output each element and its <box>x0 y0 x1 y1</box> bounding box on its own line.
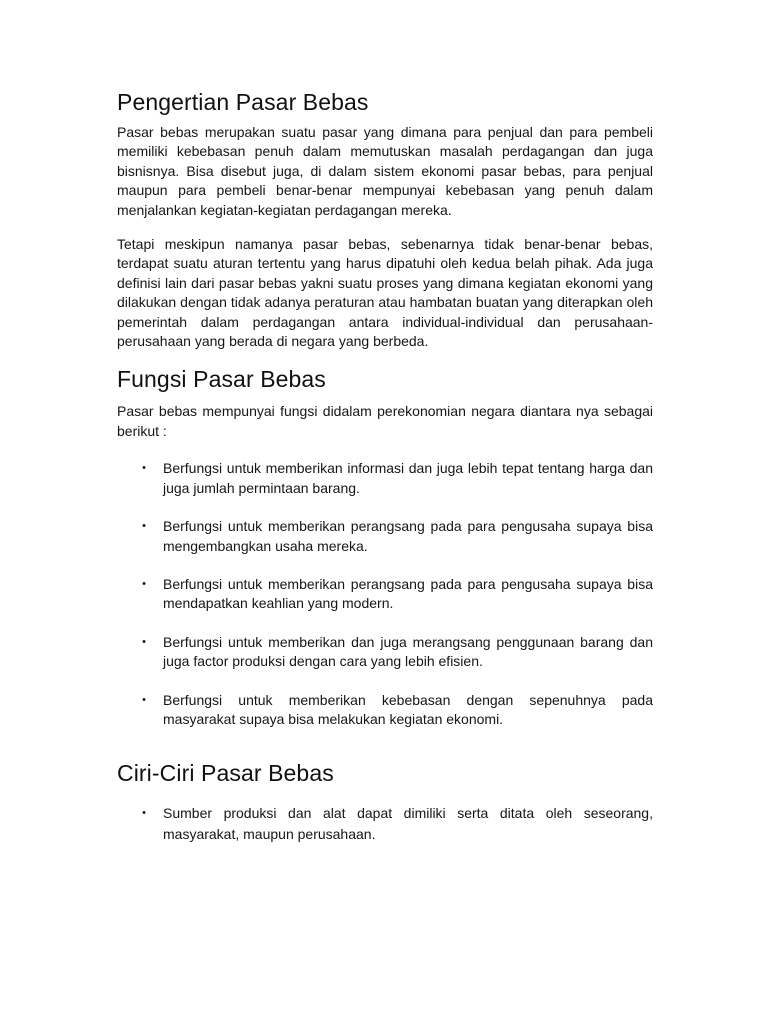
list-item <box>117 517 653 556</box>
bullet-icon: • <box>142 807 146 820</box>
section-heading-ciri: Ciri-Ciri Pasar Bebas <box>117 760 334 787</box>
list-item <box>117 633 653 672</box>
list-item-text: Berfungsi untuk memberikan perangsang pada para pengusaha supaya bisa mengembangkan usaha mereka. <box>163 518 653 554</box>
list-item <box>117 575 653 614</box>
list-item-text: Berfungsi untuk memberikan kebebasan dengan sepenuhnya pada masyarakat supaya bisa melakukan kegiatan ekonomi. <box>163 691 653 727</box>
paragraph-fungsi-intro: Pasar bebas mempunyai fungsi didalam perekonomian negara diantara nya sebagai berikut : <box>117 403 653 439</box>
bullet-icon: • <box>142 462 146 475</box>
list-item <box>117 459 653 498</box>
document-content <box>117 86 653 845</box>
list-item <box>117 803 653 845</box>
list-item-text: Berfungsi untuk memberikan dan juga merangsang penggunaan barang dan juga factor produksi dengan cara yang lebih efisien. <box>163 633 653 670</box>
list-item-text: Berfungsi untuk memberikan informasi dan juga lebih tepat tentang harga dan juga jumlah permintaan barang. <box>163 460 653 496</box>
list-item-text: Sumber produksi dan alat dapat dimiliki serta ditata oleh seseorang, masyarakat, maupun perusahaan. <box>163 805 653 843</box>
paragraph-pengertian-2: Tetapi meskipun namanya pasar bebas, sebenarnya tidak benar-benar bebas, terdapat suatu aturan tertentu yang harus dipatuhi oleh kedua belah pihak. Ada juga definisi lain dari pasar bebas yakni suatu proses yang dimana kegiatan ekonomi yang dilakukan dengan tidak adanya peraturan atau hambatan buatan yang diterapkan oleh pemerintah dalam perdagangan antara individual-individual dan perusahaan-perusahaan yang berada di negara yang berbeda. <box>117 236 653 350</box>
bullet-icon: • <box>142 693 146 706</box>
section-heading-fungsi: Fungsi Pasar Bebas <box>117 366 326 393</box>
bullet-icon: • <box>142 635 146 648</box>
fungsi-list <box>117 459 653 729</box>
section-heading-pengertian: Pengertian Pasar Bebas <box>117 89 369 115</box>
list-item-text: Berfungsi untuk memberikan perangsang pada para pengusaha supaya bisa mendapatkan keahlian yang modern. <box>163 575 653 612</box>
bullet-icon: • <box>142 577 146 590</box>
list-item <box>117 691 653 730</box>
ciri-list <box>117 803 653 845</box>
bullet-icon: • <box>142 520 146 533</box>
paragraph-pengertian-1: Pasar bebas merupakan suatu pasar yang dimana para penjual dan para pembeli memiliki kebebasan penuh dalam memutuskan masalah perdagangan dan juga bisnisnya. Bisa disebut juga, di dalam sistem ekonomi pasar bebas, para penjual maupun para pembeli benar-benar mempunyai kebebasan yang penuh dalam menjalankan kegiatan-kegiatan perdagangan mereka. <box>117 124 653 218</box>
